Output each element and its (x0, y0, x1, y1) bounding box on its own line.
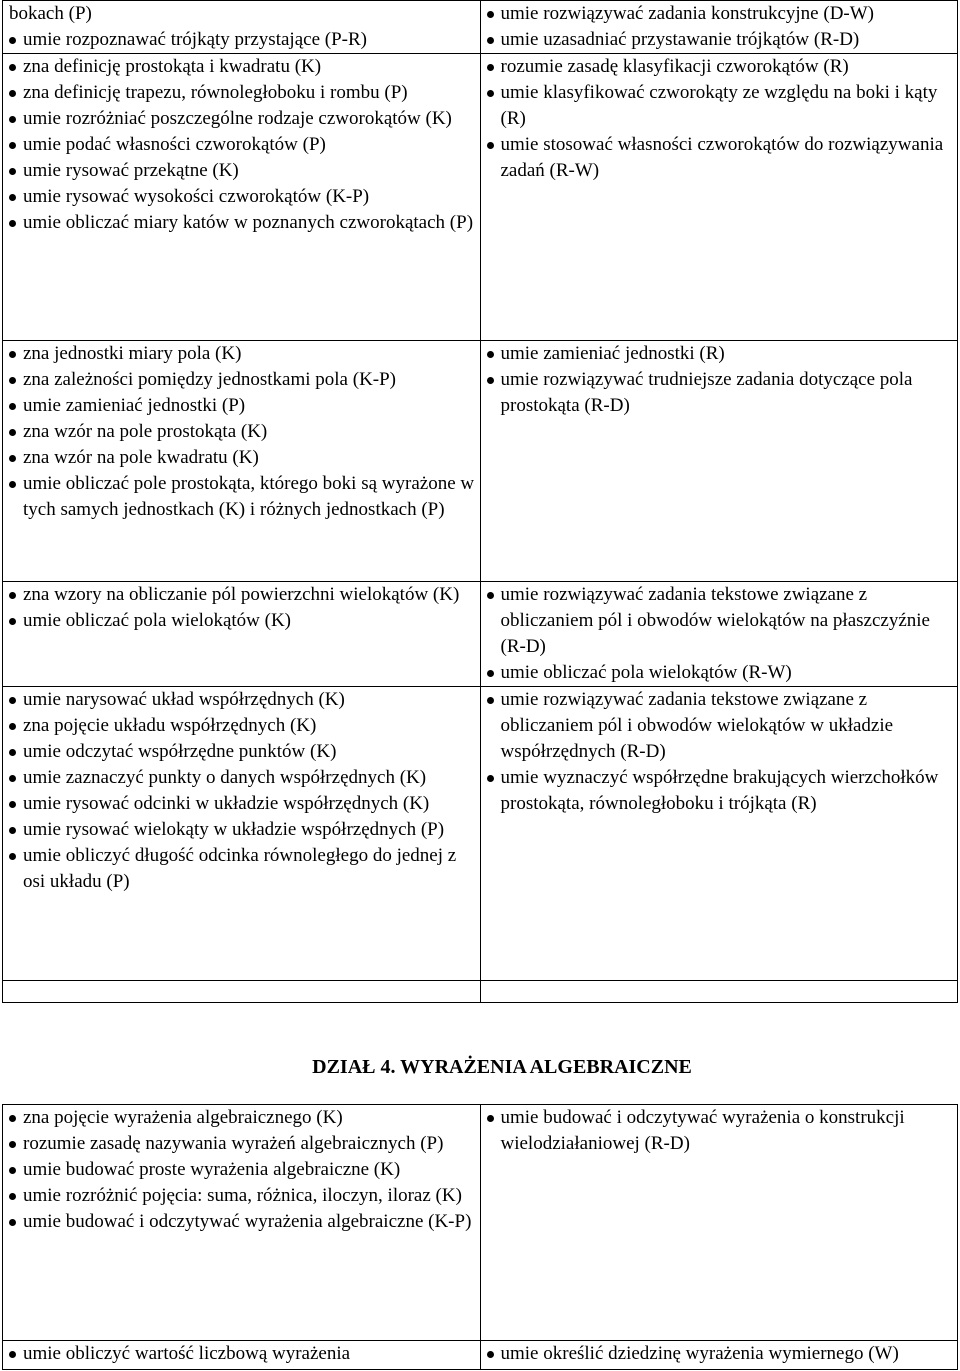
extended-requirements-cell (480, 981, 958, 1003)
extended-requirements-cell (480, 54, 958, 341)
table-row (3, 1, 958, 54)
table-row (3, 341, 958, 582)
basic-requirements-cell (3, 54, 481, 341)
table-row (3, 687, 958, 981)
table-row (3, 981, 958, 1003)
table-row (3, 1105, 958, 1341)
requirement-item: umie zamieniać jednostki (P) (9, 393, 476, 419)
extended-requirements-cell (480, 341, 958, 582)
requirement-item: zna wzór na pole prostokąta (K) (9, 419, 476, 445)
extended-requirements-cell (480, 1341, 958, 1370)
requirement-item: zna wzory na obliczanie pól powierzchni wielokątów (K) (9, 582, 476, 608)
requirement-item: umie rysować przekątne (K) (9, 158, 476, 184)
extended-requirements-cell (480, 1105, 958, 1341)
requirement-item: umie określić dziedzinę wyrażenia wymiernego (W) (487, 1341, 954, 1367)
requirement-item: umie budować proste wyrażenia algebraiczne (K) (9, 1157, 476, 1183)
table-row (3, 582, 958, 687)
requirement-item: zna zależności pomiędzy jednostkami pola (K-P) (9, 367, 476, 393)
basic-requirements-cell (3, 981, 481, 1003)
requirement-item: umie narysować układ współrzędnych (K) (9, 687, 476, 713)
requirement-item: umie rysować wysokości czworokątów (K-P) (9, 184, 476, 210)
requirement-item: umie budować i odczytywać wyrażenia o konstrukcji wielodziałaniowej (R-D) (487, 1105, 954, 1157)
requirement-item: zna definicję prostokąta i kwadratu (K) (9, 54, 476, 80)
table-row (3, 1341, 958, 1370)
requirement-item: umie obliczać pole prostokąta, którego boki są wyrażone w tych samych jednostkach (K) i różnych jednostkach (P) (9, 471, 476, 523)
requirement-item: umie podać własności czworokątów (P) (9, 132, 476, 158)
extended-requirements-cell (480, 582, 958, 687)
requirement-item: rozumie zasadę nazywania wyrażeń algebraicznych (P) (9, 1131, 476, 1157)
requirement-item: umie rozwiązywać zadania konstrukcyjne (D-W) (487, 1, 954, 27)
requirement-item: umie stosować własności czworokątów do rozwiązywania zadań (R-W) (487, 132, 954, 184)
extended-requirements-cell (480, 687, 958, 981)
requirement-item: umie zamieniać jednostki (R) (487, 341, 954, 367)
requirement-item: umie rozwiązywać zadania tekstowe związane z obliczaniem pól i obwodów wielokątów w układzie współrzędnych (R-D) (487, 687, 954, 765)
competency-table-top (2, 0, 958, 1003)
basic-requirements-cell (3, 687, 481, 981)
requirement-item: umie obliczać pola wielokątów (R-W) (487, 660, 954, 686)
requirement-item: zna definicję trapezu, równoległoboku i rombu (P) (9, 80, 476, 106)
requirement-item: umie rysować wielokąty w układzie współrzędnych (P) (9, 817, 476, 843)
requirement-item: umie rozwiązywać zadania tekstowe związane z obliczaniem pól i obwodów wielokątów na płaszczyźnie (R-D) (487, 582, 954, 660)
requirement-item: umie wyznaczyć współrzędne brakujących wierzchołków prostokąta, równoległoboku i trójkąta (R) (487, 765, 954, 817)
requirement-item: umie obliczać pola wielokątów (K) (9, 608, 476, 634)
basic-requirements-cell (3, 1341, 481, 1370)
table-body (3, 1105, 958, 1370)
competency-table-algebra (2, 1104, 958, 1370)
requirement-item: umie rozpoznawać trójkąty przystające (P-R) (9, 27, 476, 53)
requirement-continuation: bokach (P) (9, 3, 92, 24)
basic-requirements-cell (3, 582, 481, 687)
basic-requirements-cell (3, 341, 481, 582)
section-heading: DZIAŁ 4. WYRAŻENIA ALGEBRAICZNE (312, 1056, 692, 1078)
requirement-item: umie obliczyć długość odcinka równoległego do jednej z osi układu (P) (9, 843, 476, 895)
requirement-item: zna jednostki miary pola (K) (9, 341, 476, 367)
requirement-item: umie klasyfikować czworokąty ze względu na boki i kąty (R) (487, 80, 954, 132)
requirement-item: umie obliczyć wartość liczbową wyrażenia (9, 1341, 476, 1367)
requirement-item: umie rozróżnić pojęcia: suma, różnica, iloczyn, iloraz (K) (9, 1183, 476, 1209)
table-row (3, 54, 958, 341)
requirement-item: umie rozwiązywać trudniejsze zadania dotyczące pola prostokąta (R-D) (487, 367, 954, 419)
requirement-item: umie uzasadniać przystawanie trójkątów (R-D) (487, 27, 954, 53)
requirement-item: umie rozróżniać poszczególne rodzaje czworokątów (K) (9, 106, 476, 132)
requirement-item: umie budować i odczytywać wyrażenia algebraiczne (K-P) (9, 1209, 476, 1235)
basic-requirements-cell (3, 1, 481, 54)
table-body (3, 1, 958, 1003)
requirement-item: zna pojęcie układu współrzędnych (K) (9, 713, 476, 739)
requirement-item: umie odczytać współrzędne punktów (K) (9, 739, 476, 765)
requirement-item: umie zaznaczyć punkty o danych współrzędnych (K) (9, 765, 476, 791)
requirement-item: umie rysować odcinki w układzie współrzędnych (K) (9, 791, 476, 817)
requirement-item: umie obliczać miary katów w poznanych czworokątach (P) (9, 210, 476, 236)
requirement-item: zna wzór na pole kwadratu (K) (9, 445, 476, 471)
basic-requirements-cell (3, 1105, 481, 1341)
requirement-item: zna pojęcie wyrażenia algebraicznego (K) (9, 1105, 476, 1131)
requirement-item: rozumie zasadę klasyfikacji czworokątów (R) (487, 54, 954, 80)
extended-requirements-cell (480, 1, 958, 54)
